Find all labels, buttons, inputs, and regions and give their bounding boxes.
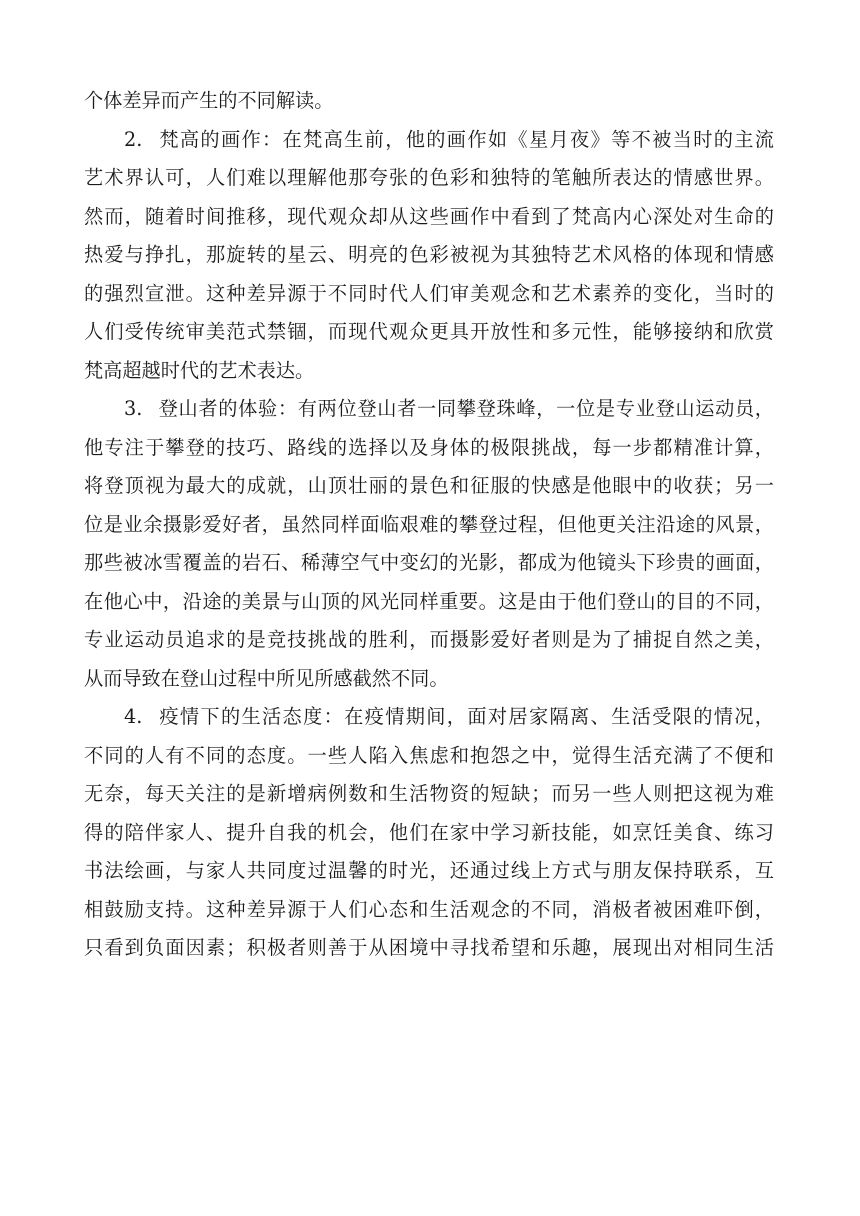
line-text: 梵高超越时代的艺术表达。 (84, 358, 315, 382)
line-text: 将登顶视为最大的成就，山顶壮丽的景色和征服的快感是他眼中的收获；另一 (84, 474, 774, 497)
text-line (84, 352, 774, 391)
list-item-number: 3. (124, 397, 143, 420)
text-line (84, 737, 774, 776)
line-text: 书法绘画，与家人共同度过温馨的时光，还通过线上方式与朋友保持联系，互 (84, 859, 774, 882)
list-item-number: 2. (124, 127, 143, 151)
line-text: 只看到负面因素；积极者则善于从困境中寻找希望和乐趣，展现出对相同生活 (84, 936, 774, 959)
text-line (84, 467, 774, 506)
line-text: 艺术界认可，人们难以理解他那夸张的色彩和独特的笔触所表达的情感世界。 (84, 166, 774, 189)
line-text: 热爱与挣扎，那旋转的星云、明亮的色彩被视为其独特艺术风格的体现和情感 (84, 243, 774, 266)
line-text: 的强烈宣泄。这种差异源于不同时代人们审美观念和艺术素养的变化，当时的 (84, 281, 774, 305)
line-text: 得的陪伴家人、提升自我的机会，他们在家中学习新技能，如烹饪美食、练习 (84, 820, 774, 844)
document-body (84, 82, 774, 968)
list-item-first-line (84, 121, 774, 160)
line-text: 他专注于攀登的技巧、路线的选择以及身体的极限挑战，每一步都精准计算， (84, 435, 774, 459)
text-line (84, 621, 774, 660)
text-line (84, 198, 774, 237)
line-text: 登山者的体验：有两位登山者一同攀登珠峰，一位是专业登山运动员， (158, 397, 774, 420)
line-text: 在他心中，沿途的美景与山顶的风光同样重要。这是由于他们登山的目的不同， (84, 589, 774, 613)
list-item-number: 4. (124, 705, 143, 728)
line-text: 然而，随着时间推移，现代观众却从这些画作中看到了梵高内心深处对生命的 (84, 204, 774, 228)
text-line (84, 814, 774, 853)
text-line (84, 236, 774, 275)
line-text: 那些被冰雪覆盖的岩石、稀薄空气中变幻的光影，都成为他镜头下珍贵的画面， (84, 551, 774, 574)
text-line (84, 275, 774, 314)
line-text: 个体差异而产生的不同解读。 (84, 89, 334, 112)
line-text: 人们受传统审美范式禁锢，而现代观众更具开放性和多元性，能够接纳和欣赏 (84, 320, 774, 343)
line-text: 从而导致在登山过程中所见所感截然不同。 (84, 666, 449, 690)
line-text: 不同的人有不同的态度。一些人陷入焦虑和抱怨之中，觉得生活充满了不便和 (84, 743, 774, 767)
line-text: 无奈，每天关注的是新增病例数和生活物资的短缺；而另一些人则把这视为难 (84, 782, 774, 805)
text-line (84, 159, 774, 198)
text-line (84, 82, 774, 121)
text-line (84, 313, 774, 352)
text-line (84, 583, 774, 622)
line-text: 相鼓励支持。这种差异源于人们心态和生活观念的不同，消极者被困难吓倒， (84, 897, 774, 921)
text-line (84, 891, 774, 930)
text-line (84, 506, 774, 545)
line-text: 梵高的画作：在梵高生前，他的画作如《星月夜》等不被当时的主流 (158, 127, 774, 151)
document-page (84, 82, 774, 968)
line-text: 疫情下的生活态度：在疫情期间，面对居家隔离、生活受限的情况， (158, 705, 774, 728)
line-text: 专业运动员追求的是竞技挑战的胜利，而摄影爱好者则是为了捕捉自然之美， (84, 628, 774, 651)
text-line (84, 429, 774, 468)
text-line (84, 929, 774, 968)
text-line (84, 544, 774, 583)
line-text: 位是业余摄影爱好者，虽然同样面临艰难的攀登过程，但他更关注沿途的风景， (84, 512, 774, 536)
list-item-first-line (84, 698, 774, 737)
text-line (84, 660, 774, 699)
text-line (84, 852, 774, 891)
text-line (84, 775, 774, 814)
list-item-first-line (84, 390, 774, 429)
